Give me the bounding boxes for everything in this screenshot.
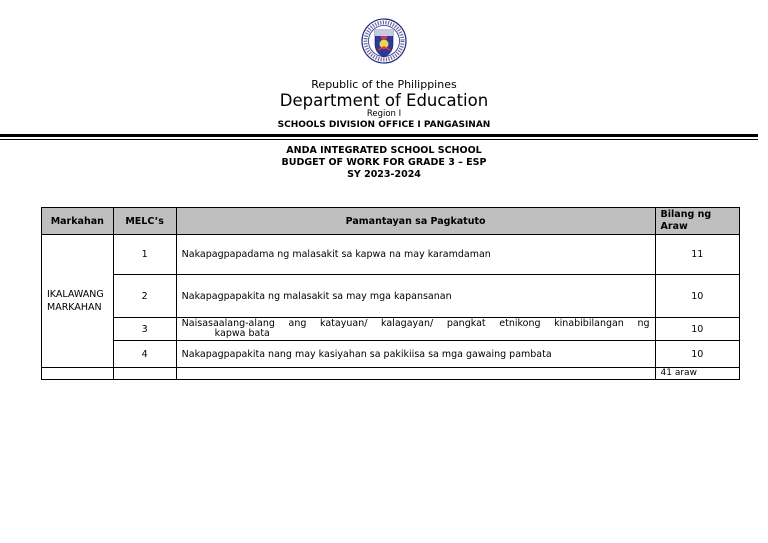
budget-of-work-table: [41, 207, 740, 380]
table-row: [42, 341, 740, 368]
competency-text: Nakapagpapakita ng malasakit sa may mga kapansanan: [176, 275, 655, 318]
header-melc: MELC’s: [113, 208, 176, 235]
header-pamantayan: Pamantayan sa Pagkatuto: [176, 208, 655, 235]
quarter-label: IKALAWANG MARKAHAN: [42, 235, 114, 368]
days-count: 10: [655, 318, 739, 341]
melc-number: 4: [113, 341, 176, 368]
table-row: [42, 275, 740, 318]
total-empty-cell: [113, 368, 176, 380]
competency-text-line2: kapwa bata: [214, 328, 270, 339]
competency-text: [176, 318, 655, 341]
total-row: [42, 368, 740, 380]
total-empty-cell: [42, 368, 114, 380]
department-title: Department of Education: [279, 91, 489, 110]
school-year: SY 2023-2024: [347, 169, 421, 180]
region-label: Region I: [366, 109, 402, 119]
competency-text-line1: Naisasaalang-alang ang katayuan/ kalagayan/ pangkat etnikong kinabibilangan ng: [181, 318, 650, 329]
competency-text: Nakapagpapakita nang may kasiyahan sa pakikiisa sa mga gawaing pambata: [176, 341, 655, 368]
header-bilang: Bilang ng Araw: [655, 208, 739, 235]
table-header-row: [42, 208, 740, 235]
division-label: SCHOOLS DIVISION OFFICE I PANGASINAN: [277, 120, 491, 130]
header-divider-thin: [0, 139, 758, 140]
days-count: 10: [655, 341, 739, 368]
header-markahan: Markahan: [42, 208, 114, 235]
deped-seal-logo: [361, 17, 407, 65]
melc-number: 3: [113, 318, 176, 341]
melc-number: 2: [113, 275, 176, 318]
table-row: [42, 235, 740, 275]
days-count: 11: [655, 235, 739, 275]
budget-title: BUDGET OF WORK FOR GRADE 3 – ESP: [281, 157, 487, 168]
table-row: [42, 318, 740, 341]
competency-text: Nakapagpapadama ng malasakit sa kapwa na may karamdaman: [176, 235, 655, 275]
school-name: ANDA INTEGRATED SCHOOL SCHOOL: [286, 145, 482, 156]
total-days: 41 araw: [655, 368, 739, 380]
header-divider-thick: [0, 134, 758, 137]
total-empty-cell: [176, 368, 655, 380]
melc-number: 1: [113, 235, 176, 275]
republic-label: Republic of the Philippines: [311, 78, 457, 91]
days-count: 10: [655, 275, 739, 318]
